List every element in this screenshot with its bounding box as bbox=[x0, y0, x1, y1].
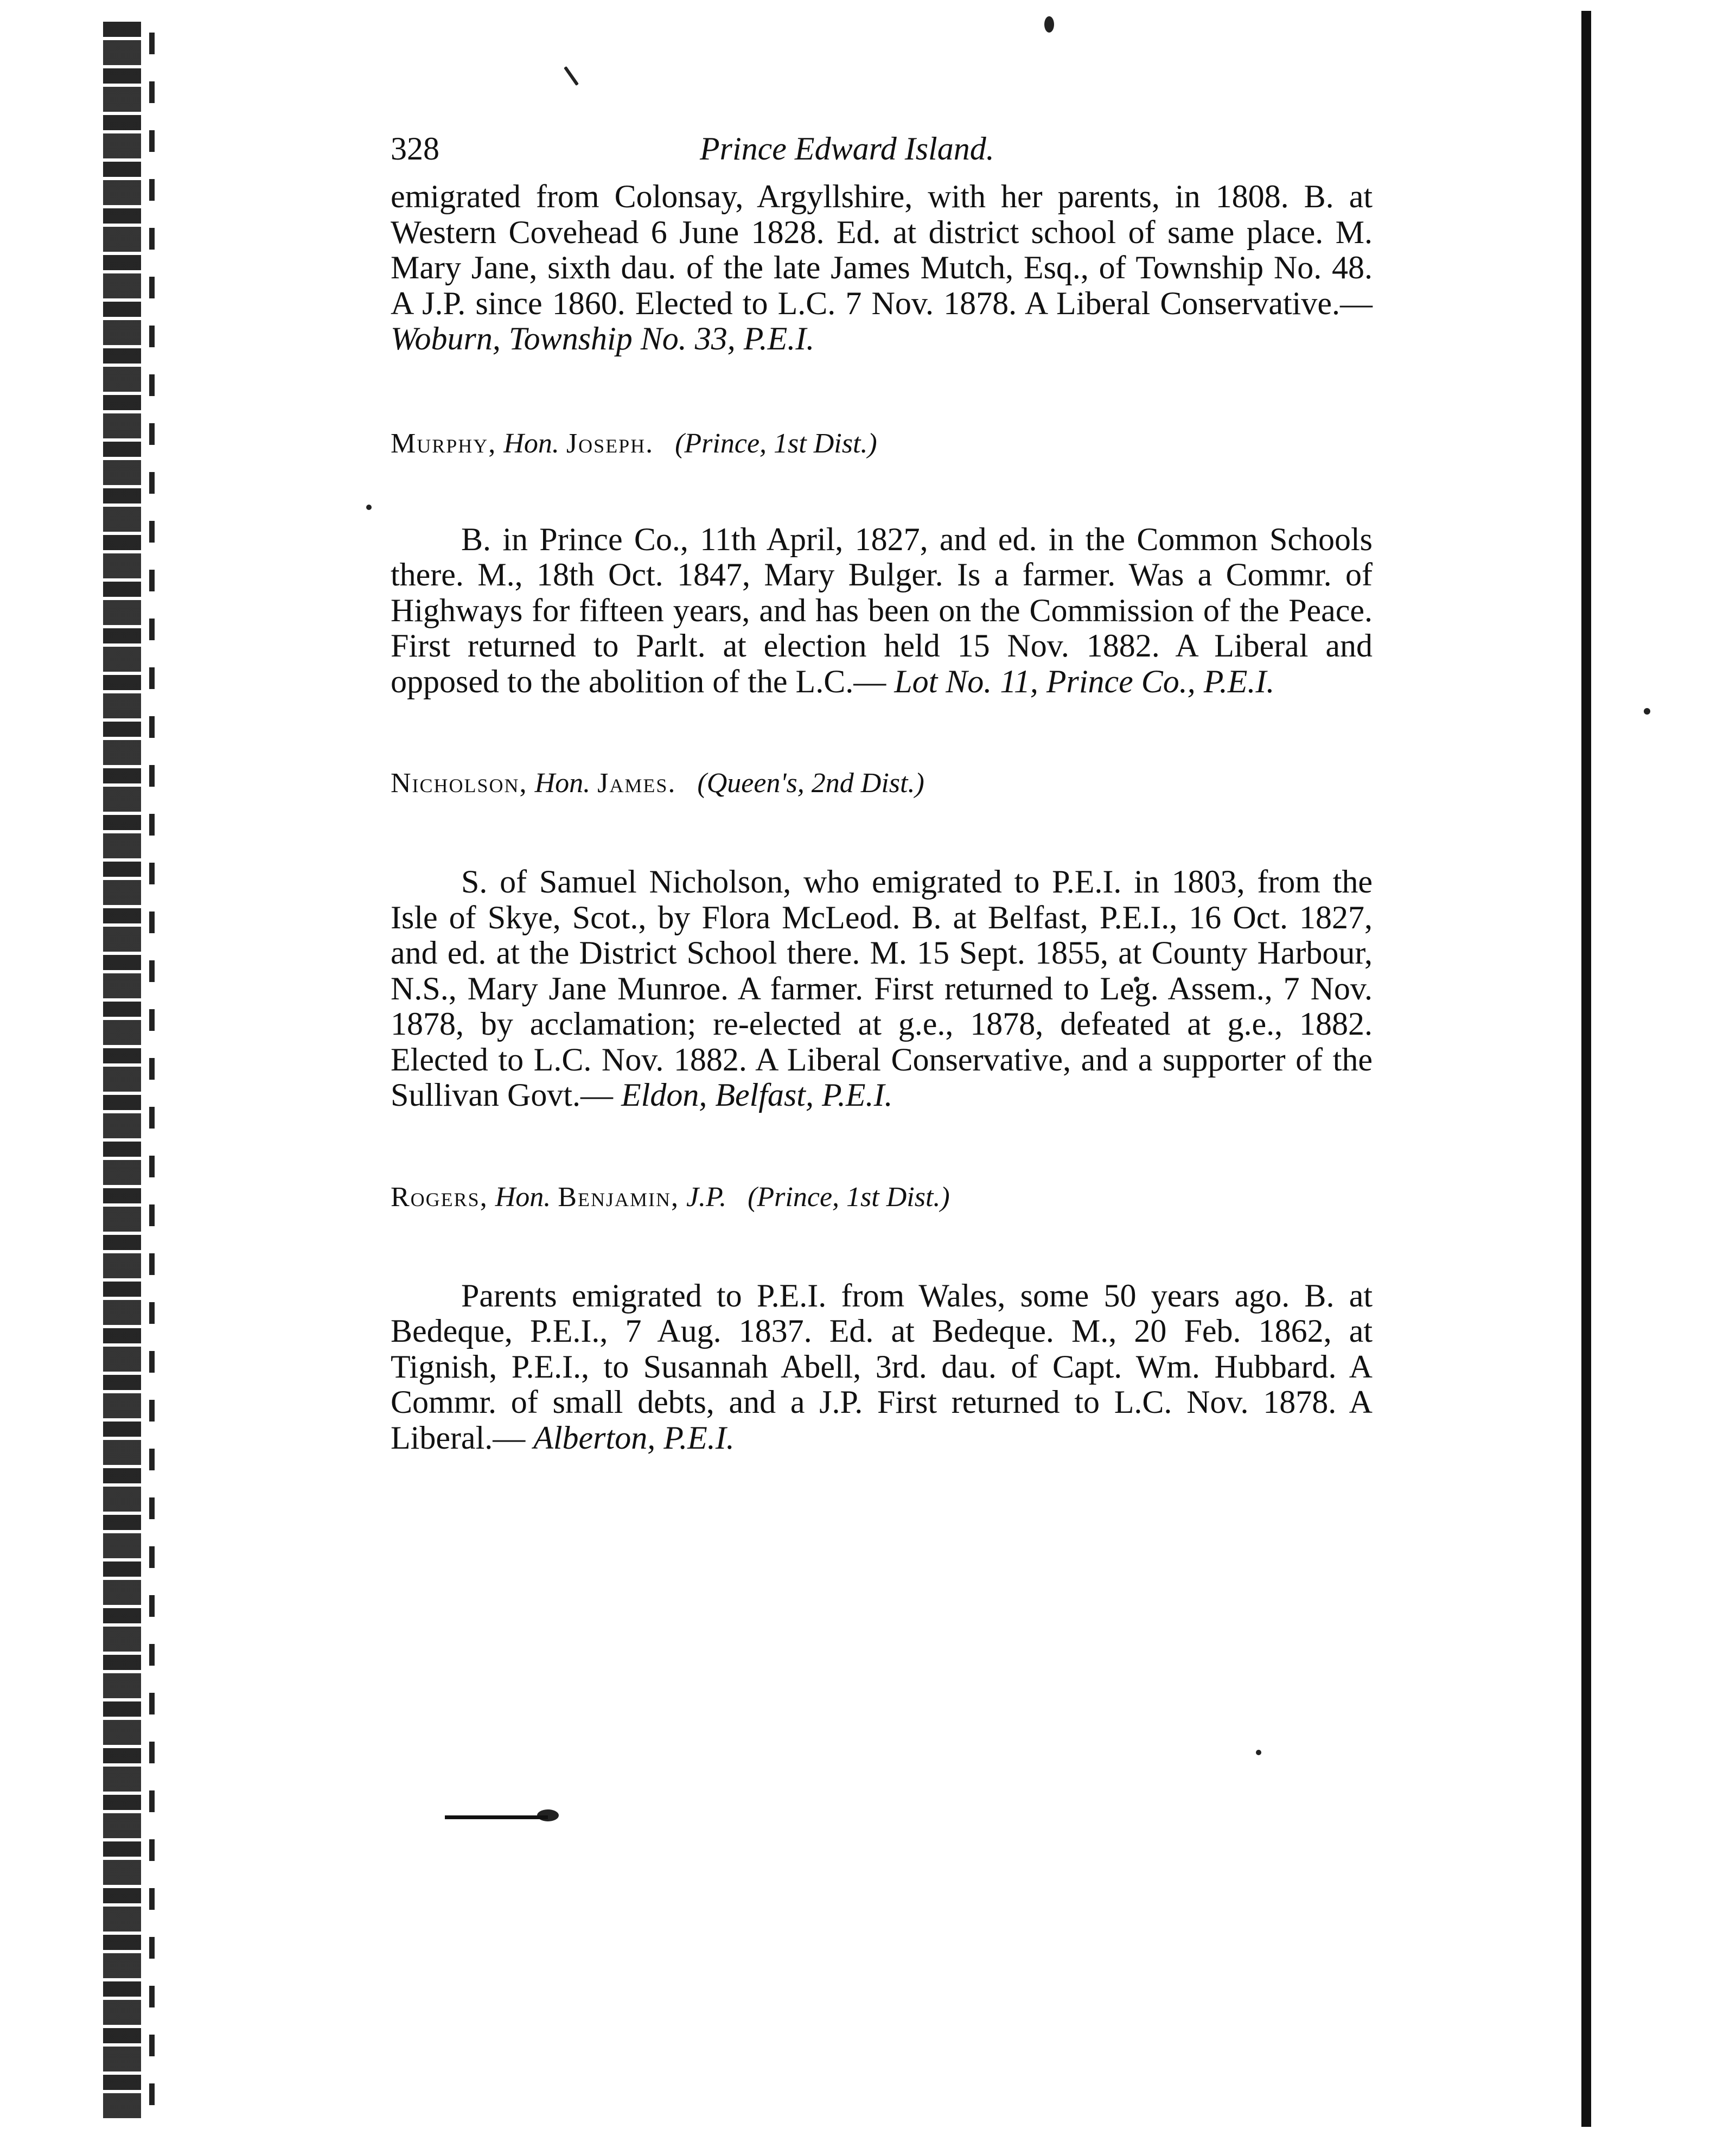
scan-speck bbox=[1256, 1750, 1261, 1755]
entry-address: Eldon, Belfast, P.E.I. bbox=[621, 1077, 893, 1113]
entry-district: (Queen's, 2nd Dist.) bbox=[697, 768, 924, 799]
scan-speck bbox=[1044, 16, 1054, 33]
entry-surname: Rogers, bbox=[391, 1181, 488, 1213]
entry-body: B. in Prince Co., 11th April, 1827, and ed. in the Common Schools there. M., 18th Oct. 1847, Mary Bulger. Is a farmer. Was a Commr. of Highways for fifteen years, and has been on the Commission of the Peace. First returned to Parlt. at election held 15 Nov. 1882. A Liberal and opposed to the abolition of the L.C.— bbox=[391, 521, 1373, 699]
entry-address: Lot No. 11, Prince Co., P.E.I. bbox=[894, 663, 1275, 699]
entry-murphy bbox=[391, 428, 1373, 700]
entry-heading bbox=[391, 1181, 1373, 1213]
entry-given-name: James. bbox=[597, 768, 676, 799]
entry-body: S. of Samuel Nicholson, who emigrated to P.E.I. in 1803, from the Isle of Skye, Scot., by Flora McLeod. B. at Belfast, P.E.I., 16 Oct. 1827, and ed. at the District School there. M. 15 Sept. 1855, at County Harbour, N.S., Mary Jane Munroe. A farmer. First returned to Leg. Assem., 7 Nov. 1878, by acclamation; re-elected at g.e., 1878, defeated at g.e., 1882. Elected to L.C. Nov. 1882. A Liberal Conservative, and a supporter of the Sullivan Govt.— bbox=[391, 864, 1373, 1113]
entry-given-name: Benjamin, bbox=[558, 1181, 679, 1213]
entry-body: Parents emigrated to P.E.I. from Wales, some 50 years ago. B. at Bedeque, P.E.I., 7 Aug. 1837. Ed. at Bedeque. M., 20 Feb. 1862, at Tignish, P.E.I., to Susannah Abell, 3rd. dau. of Capt. Wm. Hubbard. A Commr. of small debts, and a J.P. First returned to L.C. Nov. 1878. A Liberal.— bbox=[391, 1277, 1373, 1456]
entry-nicholson bbox=[391, 767, 1373, 1113]
entry-paragraph bbox=[391, 864, 1373, 1113]
scan-speck bbox=[1644, 708, 1650, 715]
entry-title: Hon. bbox=[534, 768, 591, 799]
running-title: Prince Edward Island. bbox=[700, 131, 994, 167]
page-number: 328 bbox=[391, 131, 439, 167]
entry-surname: Nicholson, bbox=[391, 768, 528, 799]
scan-speck bbox=[564, 66, 579, 86]
entry-title: Hon. bbox=[495, 1181, 551, 1213]
entry-surname: Murphy, bbox=[391, 428, 497, 459]
scan-binding-shadow-left-secondary bbox=[149, 33, 155, 2116]
entry-district: (Prince, 1st Dist.) bbox=[748, 1181, 950, 1213]
document-page bbox=[391, 130, 1373, 1456]
continued-entry-body: emigrated from Colonsay, Argyllshire, with her parents, in 1808. B. at Western Covehead 6 June 1828. Ed. at district school of same place. M. Mary Jane, sixth dau. of the late James Mutch, Esq., of Township No. 48. A J.P. since 1860. Elected to L.C. 7 Nov. 1878. A Liberal Conservative.— bbox=[391, 179, 1373, 321]
entry-district: (Prince, 1st Dist.) bbox=[675, 428, 877, 459]
entry-suffix: J.P. bbox=[686, 1181, 727, 1213]
scan-binding-shadow-left bbox=[103, 22, 141, 2121]
scan-edge-shadow-right bbox=[1581, 11, 1591, 2127]
running-head bbox=[391, 130, 1373, 179]
section-end-rule bbox=[445, 1815, 548, 1819]
entry-address: Alberton, P.E.I. bbox=[533, 1419, 735, 1456]
continued-entry-paragraph bbox=[391, 179, 1373, 357]
scan-speck bbox=[366, 505, 372, 510]
entry-title: Hon. bbox=[503, 428, 559, 459]
entry-paragraph bbox=[391, 522, 1373, 700]
entry-heading bbox=[391, 428, 1373, 460]
entry-paragraph bbox=[391, 1278, 1373, 1456]
entry-heading bbox=[391, 767, 1373, 799]
entry-rogers bbox=[391, 1181, 1373, 1456]
continued-entry-address: Woburn, Township No. 33, P.E.I. bbox=[391, 321, 815, 356]
entry-given-name: Joseph. bbox=[566, 428, 654, 459]
